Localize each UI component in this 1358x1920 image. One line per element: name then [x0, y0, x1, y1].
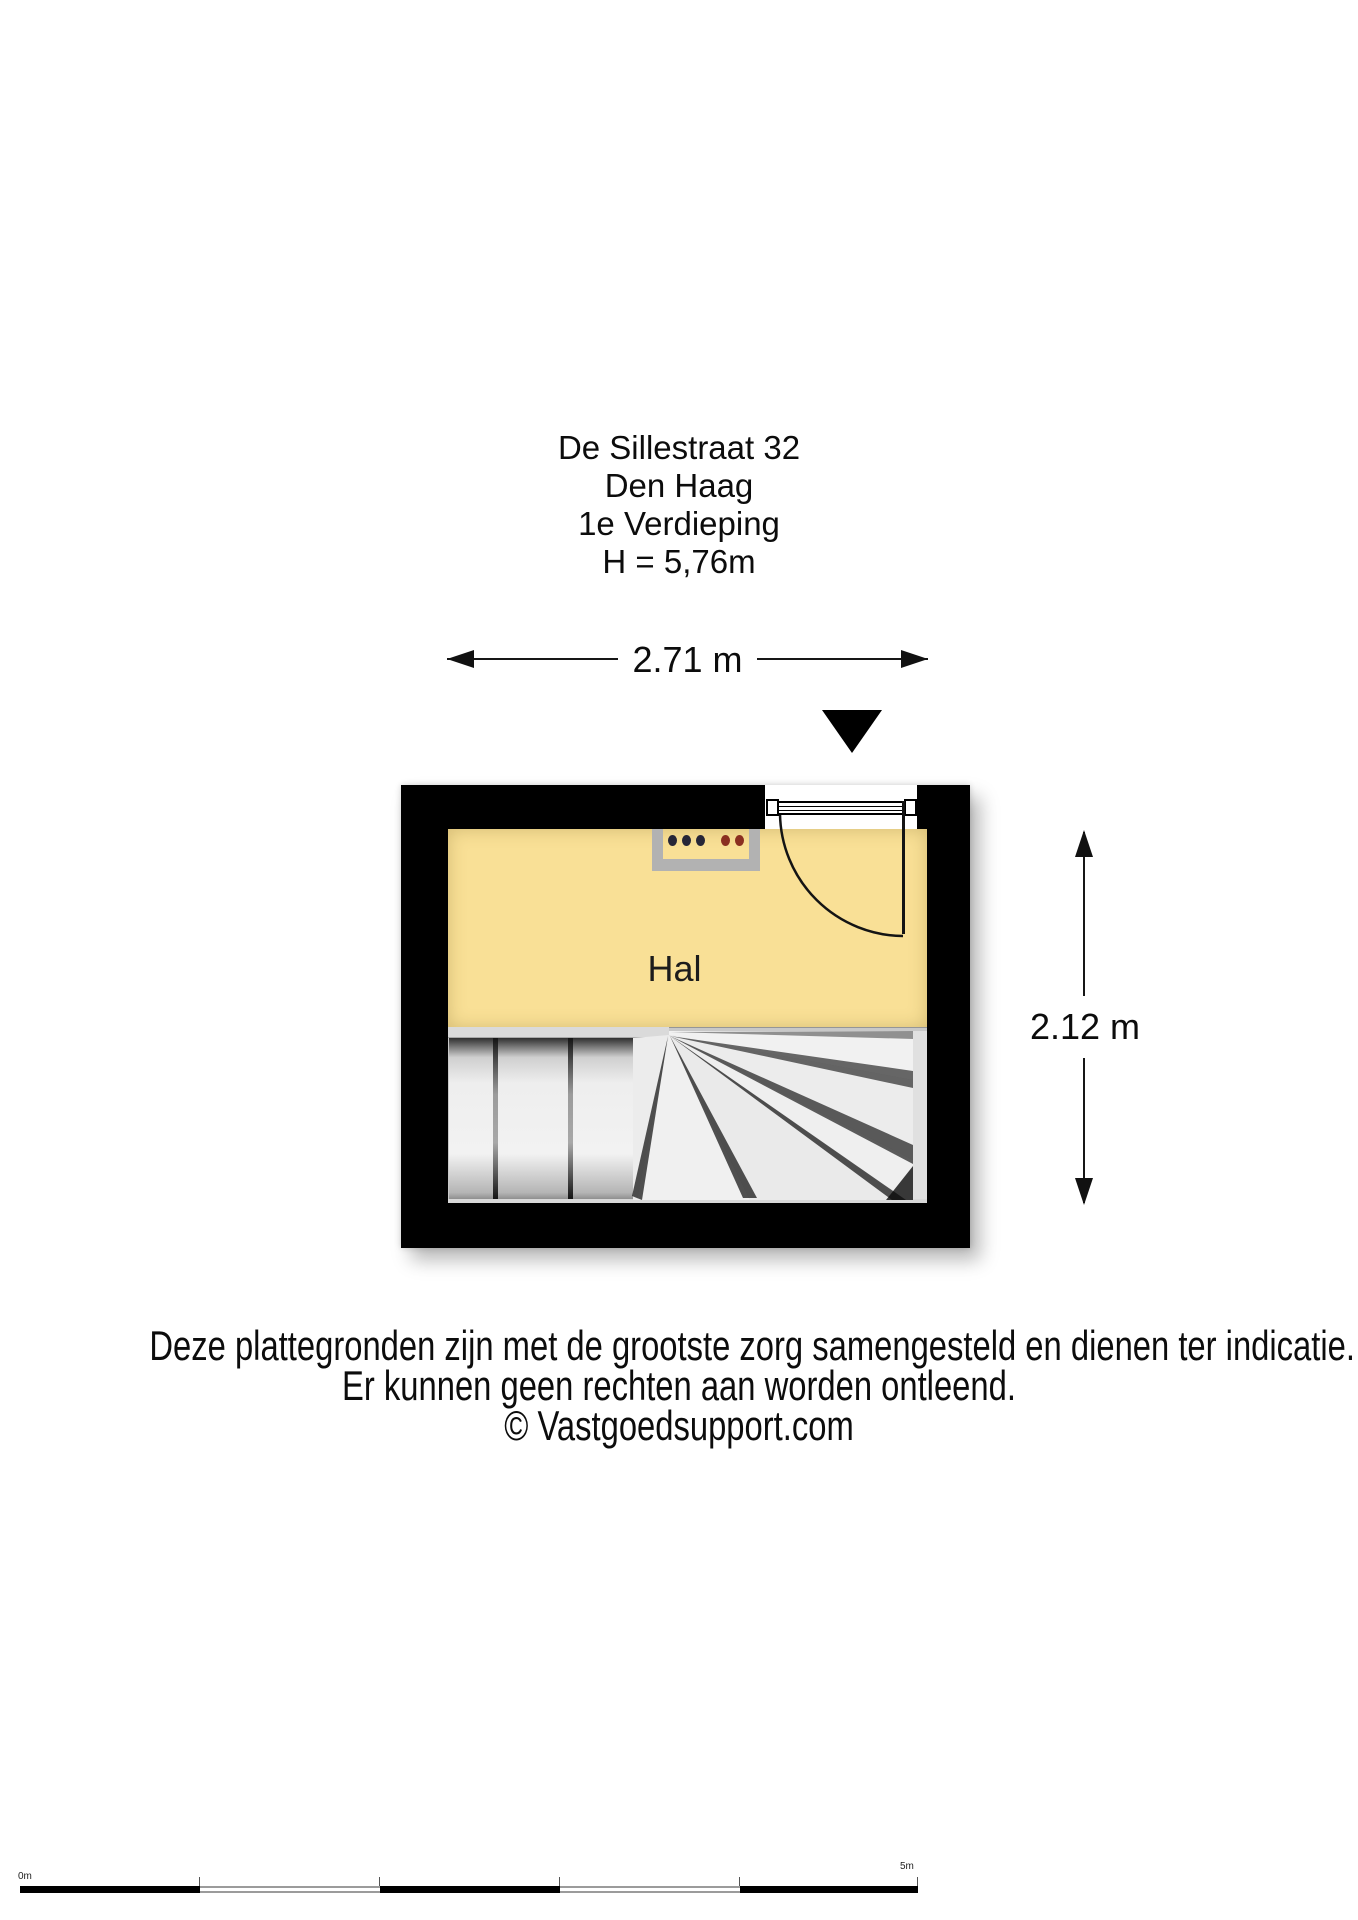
arrow-down-icon [1075, 1178, 1093, 1205]
title-height: H = 5,76m [602, 543, 756, 580]
stair-tread [449, 1038, 493, 1199]
height-dimension-label: 2.12 m [1028, 996, 1142, 1058]
height-dimension [1026, 996, 1144, 1058]
scalebar-start-label: 0m [18, 1871, 32, 1882]
scalebar-tick [917, 1877, 918, 1886]
door-jamb-right [904, 799, 917, 816]
radiator-symbol [652, 829, 760, 871]
scalebar-segment [380, 1886, 560, 1893]
door-jamb-left [766, 799, 779, 816]
door-threshold [779, 801, 904, 815]
scalebar-tick [199, 1877, 200, 1886]
disclaimer-line: Er kunnen geen rechten aan worden ontleend. [342, 1362, 1016, 1409]
width-dimension [447, 639, 928, 681]
radiator-dot [668, 835, 677, 846]
stair-tread [498, 1038, 568, 1199]
stair-landing-edge [448, 1027, 669, 1038]
stair-right-stringer [913, 1031, 927, 1199]
disclaimer [0, 1322, 1358, 1449]
radiator-dot [696, 835, 705, 846]
scalebar-segment [740, 1886, 918, 1893]
title-city: Den Haag [604, 467, 754, 504]
disclaimer-line: Deze plattegronden zijn met de grootste zorg samengesteld en dienen ter indicatie. [149, 1322, 1355, 1369]
scalebar-tick [379, 1877, 380, 1886]
scalebar-tick [559, 1877, 560, 1886]
scalebar-segment [560, 1886, 740, 1893]
stair-tread [573, 1038, 633, 1199]
arrow-up-icon [1075, 830, 1093, 857]
radiator-dot [735, 835, 744, 846]
door-leaf [902, 801, 905, 934]
radiator-dot [721, 835, 730, 846]
door-threshold-line [779, 806, 904, 807]
scalebar-tick [739, 1877, 740, 1886]
copyright-line: © Vastgoedsupport.com [504, 1402, 854, 1449]
width-dimension-label: 2.71 m [618, 639, 756, 681]
title-address: De Sillestraat 32 [557, 429, 801, 466]
door-threshold-line [779, 810, 904, 811]
entrance-arrow-icon [822, 710, 882, 753]
radiator-dot [682, 835, 691, 846]
scalebar [20, 1886, 918, 1893]
title-floor: 1e Verdieping [578, 505, 780, 542]
scalebar-segment [200, 1886, 380, 1893]
radiator-bottom [652, 859, 760, 871]
stair-bottom-edge [448, 1199, 927, 1203]
scalebar-segment [20, 1886, 200, 1893]
scalebar-end-label: 5m [900, 1861, 914, 1872]
room-hal-label: Hal [647, 948, 702, 989]
plan-title [0, 429, 1358, 581]
